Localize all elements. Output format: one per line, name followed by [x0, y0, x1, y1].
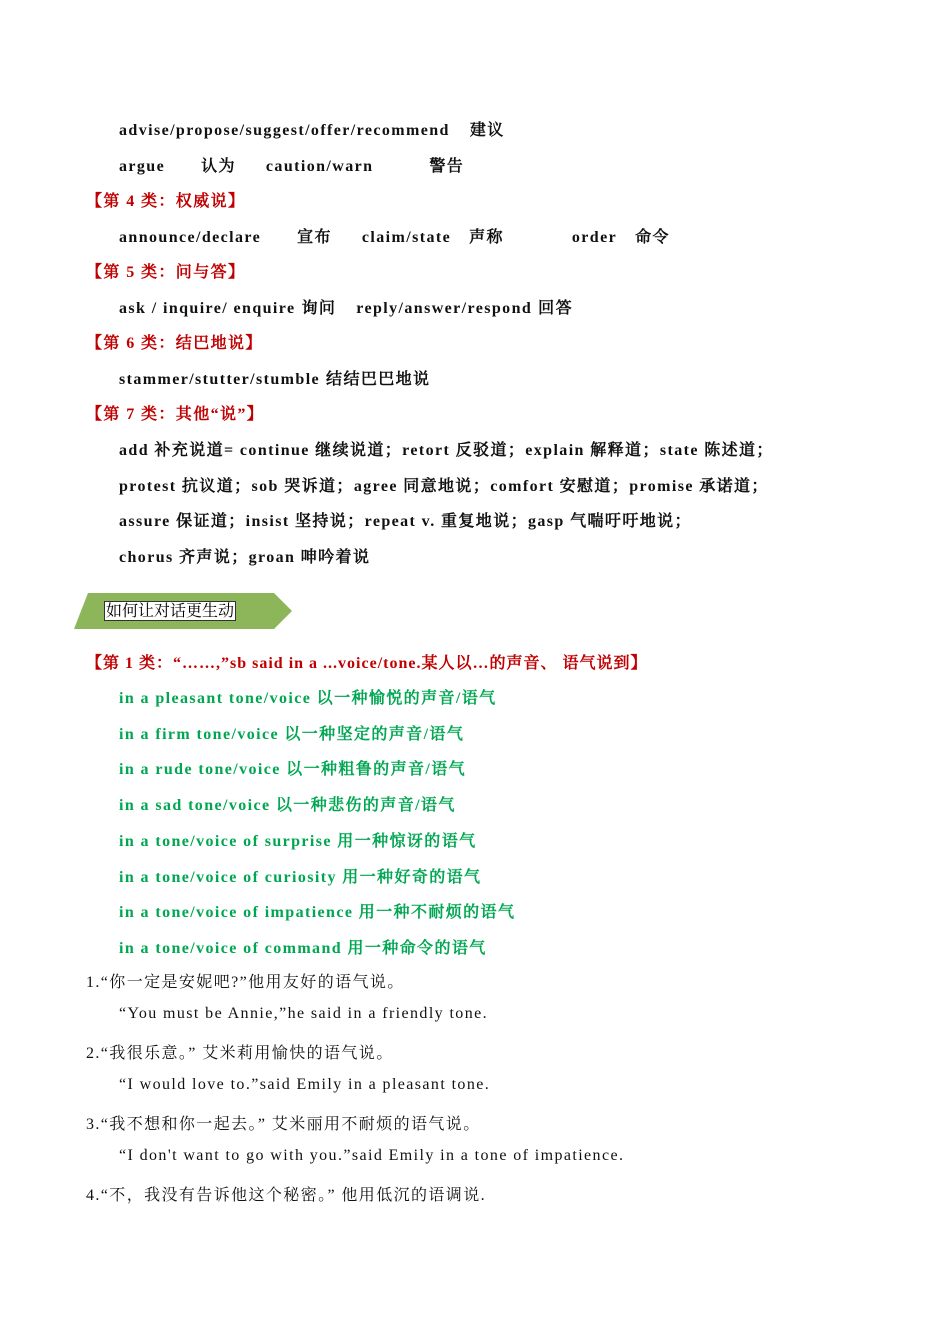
example-english: “I would love to.”said Emily in a pleasant tone.: [119, 1076, 491, 1093]
tone-phrase: in a sad tone/voice 以一种悲伤的声音/语气: [119, 797, 456, 815]
vocab-line-ask: [119, 295, 573, 318]
vocab-english: reply/answer/respond: [356, 300, 533, 317]
example-english: “You must be Annie,”he said in a friendly tone.: [119, 1005, 489, 1022]
vocab-chinese: 建议: [469, 122, 505, 139]
vocab-english: order: [571, 229, 618, 246]
vocab-line-argue: [119, 153, 464, 176]
vocab-english: stammer/stutter/stumble: [119, 371, 321, 388]
vocab-line-add: add 补充说道= continue 继续说道；retort 反驳道；explain 解释道；state 陈述道；: [119, 442, 774, 459]
section-banner-title: 如何让对话更生动: [106, 601, 235, 620]
tone-phrase: in a rude tone/voice 以一种粗鲁的声音/语气: [119, 761, 467, 779]
tone-phrase: in a tone/voice of command 用一种命令的语气: [119, 939, 487, 957]
vocab-chinese: 询问: [301, 300, 337, 317]
example-chinese: 3.“我不想和你一起去。” 艾米丽用不耐烦的语气说。: [86, 1116, 481, 1133]
category-5-heading: 【第 5 类：问与答】: [86, 264, 246, 281]
vocab-line-stammer: [119, 366, 430, 389]
vocab-chinese: 声称: [469, 229, 504, 246]
tone-phrase: in a tone/voice of curiosity 用一种好奇的语气: [119, 868, 482, 886]
vocab-line-protest: protest 抗议道；sob 哭诉道；agree 同意地说；comfort 安慰道；promise 承诺道；: [119, 478, 769, 495]
vocab-line-assure: assure 保证道；insist 坚持说；repeat v. 重复地说；gasp 气喘吁吁地说；: [119, 513, 692, 530]
category-7-heading: 【第 7 类：其他“说”】: [86, 406, 265, 423]
example-chinese: 1.“你一定是安妮吧?”他用友好的语气说。: [86, 974, 405, 991]
tone-phrase: in a firm tone/voice 以一种坚定的声音/语气: [119, 725, 465, 743]
vocab-english: claim/state: [361, 229, 452, 246]
vocab-english: argue: [119, 158, 166, 175]
example-chinese: 2.“我很乐意。” 艾米莉用愉快的语气说。: [86, 1045, 394, 1062]
vocab-chinese: 回答: [538, 300, 573, 317]
category-4-heading: 【第 4 类：权威说】: [86, 193, 246, 210]
vocab-english: ask / inquire/ enquire: [119, 300, 296, 317]
vocab-english: announce/declare: [119, 229, 262, 246]
vocab-line-announce: [119, 224, 670, 247]
vocab-line-chorus: chorus 齐声说；groan 呻吟着说: [119, 549, 371, 566]
example-chinese: 4.“不，我没有告诉他这个秘密。” 他用低沉的语调说.: [86, 1187, 487, 1204]
vocab-chinese: 宣布: [297, 229, 332, 246]
example-english: “I don't want to go with you.”said Emily in a tone of impatience.: [119, 1147, 625, 1164]
category-1-heading: 【第 1 类：“……,”sb said in a ...voice/tone.某人以…的声音、 语气说到】: [86, 655, 648, 672]
category-6-heading: 【第 6 类：结巴地说】: [86, 335, 263, 352]
vocab-english: advise/propose/suggest/offer/recommend: [119, 122, 450, 139]
vocab-line-advise: [119, 117, 505, 140]
vocab-chinese: 认为: [201, 158, 236, 175]
vocab-chinese: 命令: [635, 229, 670, 246]
tone-phrase: in a tone/voice of surprise 用一种惊讶的语气: [119, 832, 477, 850]
vocab-chinese: 结结巴巴地说: [326, 371, 431, 388]
tone-phrase: in a pleasant tone/voice 以一种愉悦的声音/语气: [119, 690, 497, 707]
vocab-chinese: 警告: [429, 158, 465, 175]
tone-phrase: in a tone/voice of impatience 用一种不耐烦的语气: [119, 904, 516, 922]
vocab-english: caution/warn: [265, 158, 374, 175]
